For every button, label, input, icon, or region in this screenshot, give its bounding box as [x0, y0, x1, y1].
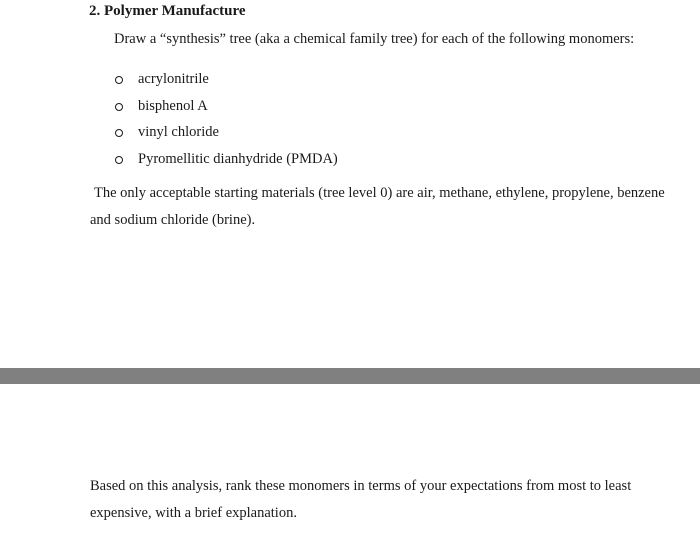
monomer-label: acrylonitrile — [138, 70, 209, 87]
hollow-circle-bullet-icon — [115, 129, 123, 137]
monomer-label: Pyromellitic dianhydride (PMDA) — [138, 150, 338, 167]
ranking-question-paragraph: Based on this analysis, rank these monomers in terms of your expectations from most to least expensive, with a brief explanation. — [90, 478, 632, 521]
monomer-label: vinyl chloride — [138, 124, 219, 141]
section-heading: 2. Polymer Manufacture — [89, 3, 246, 19]
hollow-circle-bullet-icon — [115, 156, 123, 164]
monomer-label: bisphenol A — [138, 97, 208, 114]
starting-materials-paragraph: The only acceptable starting materials (tree level 0) are air, methane, ethylene, propylene, benzene and sodium chloride (brine). — [90, 185, 665, 228]
list-item — [115, 93, 338, 120]
list-item — [115, 146, 338, 173]
list-item — [115, 119, 338, 146]
hollow-circle-bullet-icon — [115, 103, 123, 111]
instruction-text: Draw a “synthesis” tree (aka a chemical family tree) for each of the following monomers: — [114, 31, 635, 47]
list-item — [115, 66, 338, 93]
hollow-circle-bullet-icon — [115, 76, 123, 84]
section-divider — [0, 368, 700, 384]
monomer-list — [115, 66, 338, 173]
